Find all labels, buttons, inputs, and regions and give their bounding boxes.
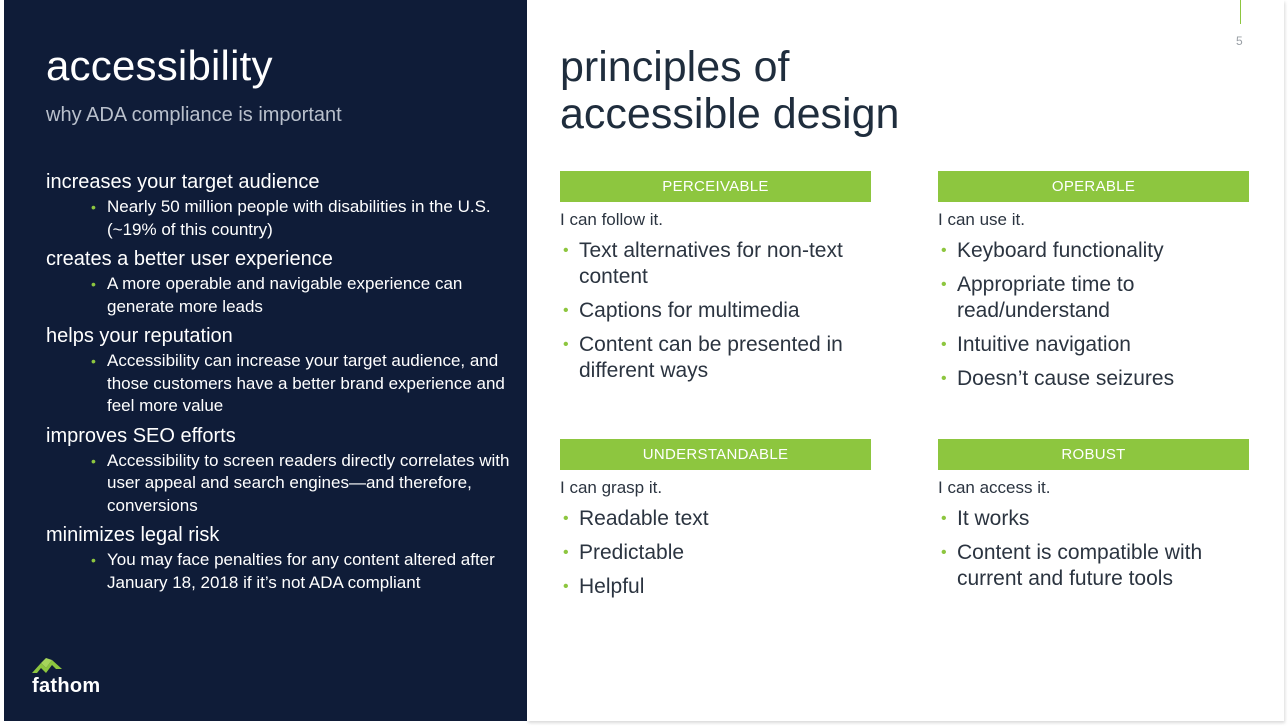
left-title: accessibility <box>46 42 273 89</box>
card-understandable <box>560 439 871 608</box>
card-bullet: • Readable text <box>560 506 871 532</box>
benefit-bullet: • Accessibility to screen readers directly correlates with user appeal and search engines—and therefore, conversions <box>46 450 516 518</box>
benefit-bullets <box>46 450 516 518</box>
benefit-bullets <box>46 549 516 594</box>
card-bullet: • Content is compatible with current and future tools <box>938 540 1249 592</box>
card-label: PERCEIVABLE <box>560 171 871 202</box>
benefit-heading: improves SEO efforts <box>46 424 236 447</box>
card-subtitle: I can follow it. <box>560 210 663 229</box>
card-bullet: • Content can be presented in different ways <box>560 332 871 384</box>
benefit-bullet: • You may face penalties for any content altered after January 18, 2018 if it’s not ADA compliant <box>46 549 516 594</box>
card-bullet: • It works <box>938 506 1249 532</box>
benefit-bullets <box>46 273 516 318</box>
card-subtitle: I can use it. <box>938 210 1025 229</box>
right-title <box>560 44 899 138</box>
fathom-logo <box>30 655 120 700</box>
card-bullet: • Appropriate time to read/understand <box>938 272 1249 324</box>
page-marker-line <box>1240 0 1241 24</box>
logo-text: fathom <box>32 675 101 697</box>
card-label: ROBUST <box>938 439 1249 470</box>
card-bullets <box>938 506 1249 592</box>
card-subtitle: I can access it. <box>938 478 1051 497</box>
benefit-bullet: • A more operable and navigable experience can generate more leads <box>46 273 516 318</box>
right-title-line1: principles of <box>560 43 790 91</box>
right-title-line2: accessible design <box>560 90 900 138</box>
benefit-bullets <box>46 350 516 418</box>
card-bullet: • Helpful <box>560 574 871 600</box>
card-bullet: • Captions for multimedia <box>560 298 871 324</box>
benefit-heading: creates a better user experience <box>46 248 333 270</box>
benefit-bullet: • Nearly 50 million people with disabilities in the U.S. (~19% of this country) <box>46 196 516 241</box>
benefit-heading: increases your target audience <box>46 171 320 193</box>
page-number: 5 <box>1236 34 1243 48</box>
card-bullet: • Intuitive navigation <box>938 332 1249 358</box>
benefit-heading: helps your reputation <box>46 325 233 347</box>
card-subtitle: I can grasp it. <box>560 478 663 497</box>
benefit-bullet: • Accessibility can increase your target audience, and those customers have a better brand experience and feel more value <box>46 350 516 418</box>
benefit-bullets <box>46 196 516 241</box>
card-operable <box>938 171 1249 400</box>
card-bullet: • Predictable <box>560 540 871 566</box>
card-bullet: • Text alternatives for non-text content <box>560 238 871 290</box>
card-bullet: • Keyboard functionality <box>938 238 1249 264</box>
card-bullets <box>560 506 871 600</box>
card-label: UNDERSTANDABLE <box>560 439 871 470</box>
card-bullets <box>938 238 1249 392</box>
card-bullets <box>560 238 871 384</box>
card-label: OPERABLE <box>938 171 1249 202</box>
card-bullet: • Doesn’t cause seizures <box>938 366 1249 392</box>
card-perceivable <box>560 171 871 392</box>
left-subtitle: why ADA compliance is important <box>46 104 342 126</box>
benefits-list <box>46 168 516 598</box>
benefit-heading: minimizes legal risk <box>46 524 220 546</box>
fathom-logo-mark-icon <box>32 655 68 677</box>
card-robust <box>938 439 1249 600</box>
left-panel <box>4 0 527 721</box>
